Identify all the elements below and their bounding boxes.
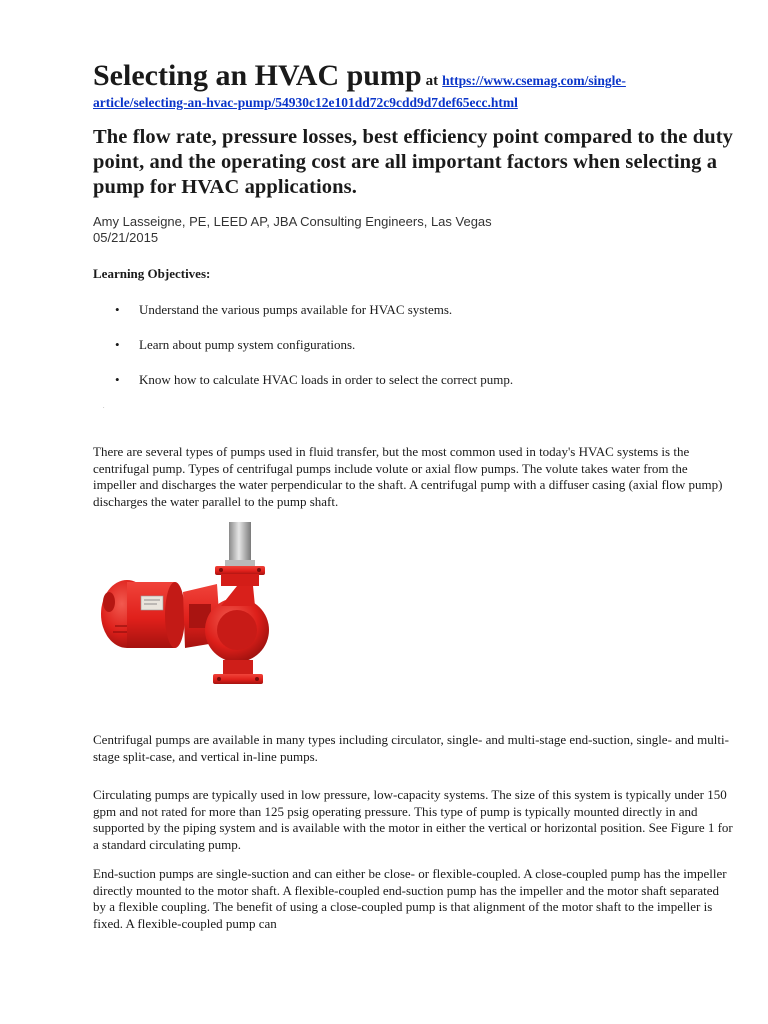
page-title: Selecting an HVAC pump: [93, 59, 422, 92]
byline: [93, 214, 733, 246]
title-line: [93, 58, 733, 99]
bullet-icon: •: [115, 372, 120, 387]
pump-image: [97, 522, 279, 702]
source-link-part2[interactable]: article/selecting-an-hvac-pump/54930c12e101dd72c9cdd9d7def65ecc.html: [93, 95, 518, 110]
bullet-icon: •: [115, 302, 120, 317]
objective-text: Learn about pump system configurations.: [139, 337, 356, 352]
objective-text: Know how to calculate HVAC loads in order to select the correct pump.: [139, 372, 514, 387]
paragraph: Centrifugal pumps are available in many types including circulator, single- and multi-stage end-suction, single- and multi-stage split-case, and vertical in-line pumps.: [93, 732, 729, 764]
bullet-icon: •: [115, 337, 120, 352]
at-label: at: [425, 73, 439, 89]
objective-text: Understand the various pumps available for HVAC systems.: [139, 302, 453, 317]
author: Amy Lasseigne, PE, LEED AP, JBA Consulting Engineers, Las Vegas: [93, 214, 492, 229]
article-subhead: The flow rate, pressure losses, best efficiency point compared to the duty point, and the operating cost are all important factors when selecting a pump for HVAC applications.: [93, 126, 733, 198]
paragraph: Circulating pumps are typically used in low pressure, low-capacity systems. The size of this system is typically under 150 gpm and not rated for more than 125 psig operating pressure. This type of pump is typically mounted directly in and supported by the piping system and is available with the motor in either the vertical or horizontal position. See Figure 1 for a standard circulating pump.: [93, 787, 733, 852]
publish-date: 05/21/2015: [93, 230, 159, 245]
list-item: [93, 372, 733, 388]
list-item: [93, 337, 733, 353]
paragraph: There are several types of pumps used in fluid transfer, but the most common used in today's HVAC systems is the centrifugal pump. Types of centrifugal pumps include volute or axial flow pumps. The volute takes water from the impeller and discharges the water perpendicular to the shaft. A centrifugal pump with a diffuser casing (axial flow pump) discharges the water parallel to the pump shaft.: [93, 444, 723, 509]
list-item: [93, 302, 733, 318]
learning-objectives-heading: Learning Objectives:: [93, 266, 211, 281]
stray-mark: .: [103, 404, 105, 410]
article: [93, 58, 733, 931]
paragraph: End-suction pumps are single-suction and can either be close- or flexible-coupled. A close-coupled pump has the impeller directly mounted to the motor shaft. A flexible-coupled end-suction pump has the impeller and the motor shaft separated by a flexible coupling. The benefit of using a close-coupled pump is that alignment of the motor shaft to the impeller is fixed. A flexible-coupled pump can: [93, 866, 727, 931]
objectives-list: [93, 302, 733, 388]
source-link-part1[interactable]: https://www.csemag.com/single-: [442, 73, 626, 88]
